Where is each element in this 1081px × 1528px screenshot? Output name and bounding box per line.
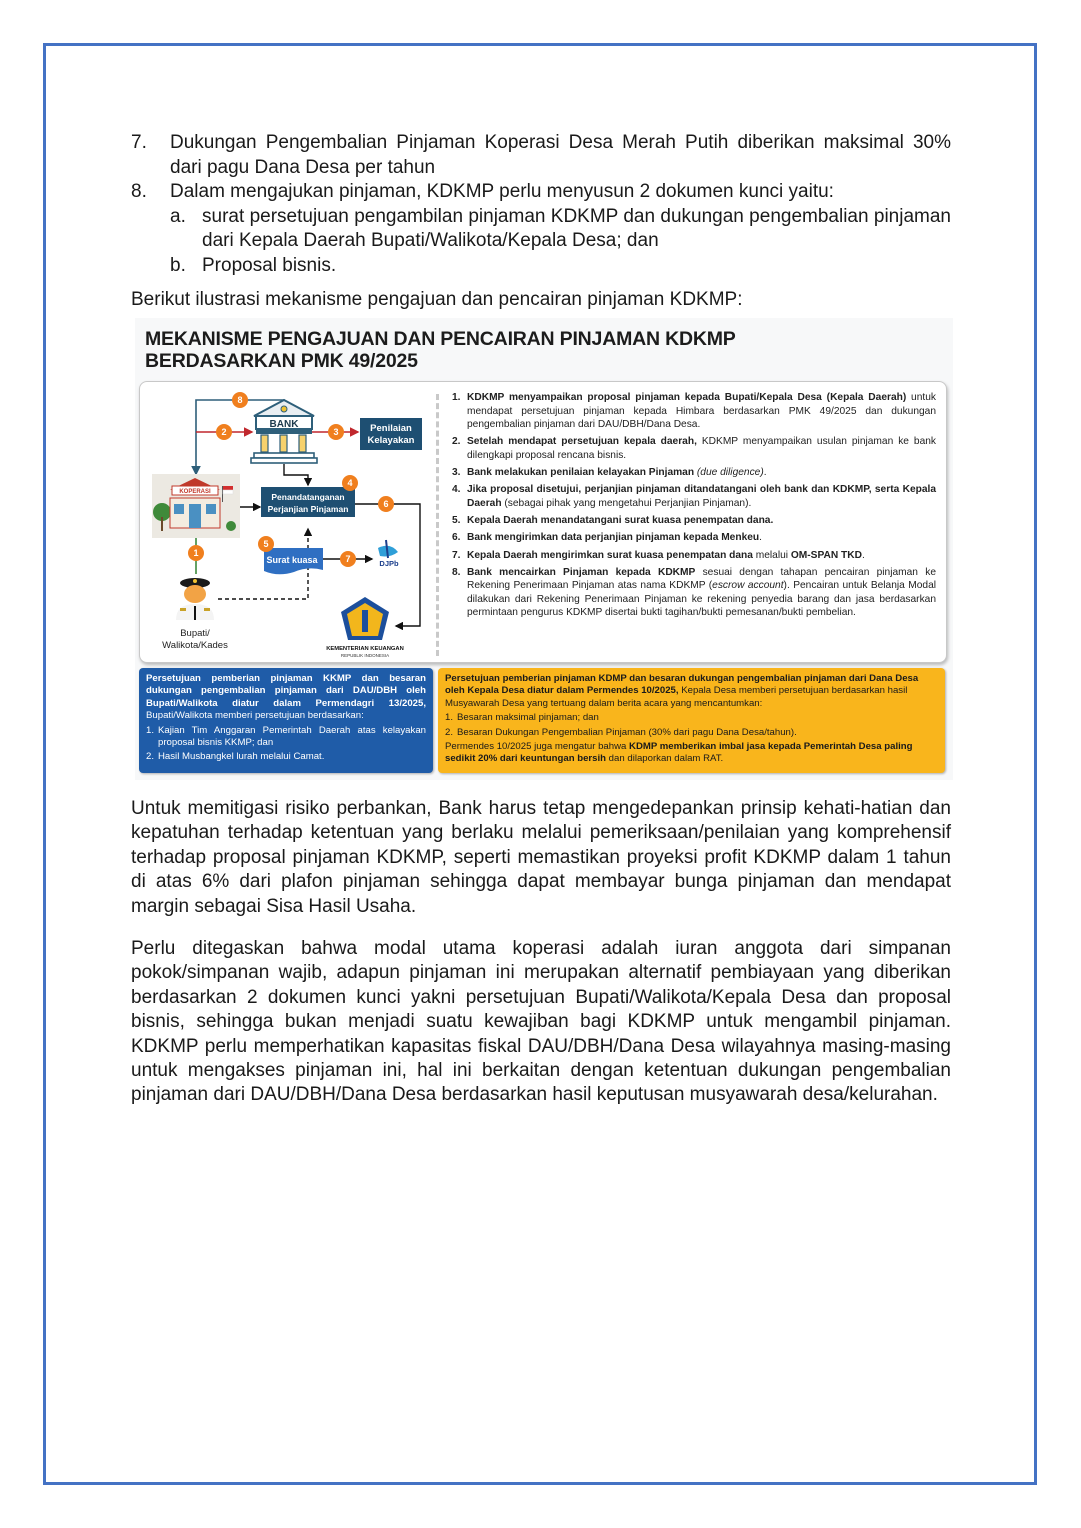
svg-text:8: 8 [237, 395, 243, 405]
yellow-box-heading: Persetujuan pemberian pinjaman KDMP dan besaran dukungan pengembalian pinjaman dari Dana Desa oleh Kepala Desa diatur dalam Permendes 10/2025, [445, 673, 919, 697]
list-number: 7. [131, 132, 147, 153]
infographic-title [145, 328, 736, 372]
svg-text:Penandatanganan: Penandatanganan [271, 492, 345, 502]
yellow-box-footer: Permendes 10/2025 juga mengatur bahwa KDMP memberikan imbal jasa kepada Pemerintah Desa paling sedikit 20% dari keuntungan bersih dan dilaporkan dalam RAT. [445, 741, 913, 765]
bupati-label-1: Bupati/ [180, 628, 210, 639]
svg-text:KOPERASI: KOPERASI [179, 489, 211, 495]
yellow-box-item: 1. Besaran maksimal pinjaman; dan [445, 712, 599, 724]
yellow-box-text: Kepala Desa memberi persetujuan berdasarkan hasil Musyawarah Desa yang tertuang dalam berita acara yang mencantumkan: [445, 685, 908, 709]
djpb-logo-icon [378, 540, 399, 568]
flow-diagram [140, 382, 440, 662]
sub-item-letter: b. [170, 254, 186, 276]
numbered-list [131, 131, 951, 278]
list-item-7 [131, 131, 951, 180]
sub-item-text: Proposal bisnis. [202, 254, 337, 276]
svg-text:1: 1 [193, 548, 199, 558]
svg-text:Penilaian: Penilaian [370, 423, 412, 434]
step-2: 2. Setelah mendapat persetujuan kepala daerah, KDKMP menyampaikan usulan pinjaman ke bank dilengkapi proposal rencana bisnis. [452, 436, 937, 461]
step-4: 4. Jika proposal disetujui, perjanjian pinjaman ditandatangani oleh bank dan KDKMP, serta Kepala Daerah (sebagai pihak yang mengetahui Perjanjian Pinjaman). [452, 484, 936, 509]
svg-text:5: 5 [263, 539, 269, 549]
step-3: 3. Bank melakukan penilaian kelayakan Pinjaman (due diligence). [452, 467, 767, 479]
svg-text:KEMENTERIAN KEUANGAN: KEMENTERIAN KEUANGAN [326, 646, 404, 652]
blue-box-text: Bupati/Walikota memberi persetujuan berdasarkan: [146, 710, 364, 722]
blue-box-item: 2. Hasil Musbangkel lurah melalui Camat. [146, 751, 325, 763]
flow-panel [139, 381, 947, 663]
title-line-2: BERDASARKAN PMK 49/2025 [145, 350, 418, 372]
step-5: 5. Kepala Daerah menandatangani surat kuasa penempatan dana. [452, 515, 774, 527]
svg-text:Perjanjian Pinjaman: Perjanjian Pinjaman [267, 504, 349, 514]
yellow-box-item: 2. Besaran Dukungan Pengembalian Pinjaman (30% dari pagu Dana Desa/tahun). [445, 726, 797, 738]
list-item-8 [131, 180, 951, 278]
svg-text:2: 2 [221, 427, 227, 437]
list-item-text: Dalam mengajukan pinjaman, KDKMP perlu menyusun 2 dokumen kunci yaitu: [170, 181, 834, 202]
document-content [131, 131, 951, 312]
mechanism-infographic [135, 318, 953, 780]
svg-text:DJPb: DJPb [379, 559, 399, 568]
bank-icon [251, 400, 317, 463]
paragraph-capital-note: Perlu ditegaskan bahwa modal utama koperasi adalah iuran anggota dari simpanan pokok/simpanan wajib, adapun pinjaman ini merupakan alternatif pembiayaan yang diberikan berdasarkan 2 dokumen kunci yakni persetujuan Bupati/Walikota/Kepala Desa dan proposal bisnis, sehingga bukan menjadi suatu kewajiban bagi KDKMP untuk mengambil pinjaman. KDKMP perlu memperhatikan kapasitas fiskal DAU/DBH/Dana Desa wilayahnya masing-masing untuk mengakses pinjaman ini, hal ini berkaitan dengan ketentuan dukungan pengembalian pinjaman dari DAU/DBH/Dana Desa berdasarkan hasil keputusan musyawarah desa/kelurahan. [131, 938, 951, 1106]
koperasi-building-icon [152, 474, 240, 538]
svg-text:Kelayakan: Kelayakan [367, 435, 415, 446]
svg-text:6: 6 [383, 499, 389, 509]
sub-list [170, 205, 951, 279]
blue-box-heading: Persetujuan pemberian pinjaman KKMP dan besaran dukungan pengembalian pinjaman dari DAU/DBH oleh Bupati/Walikota diatur dalam Permendagri 13/2025, [146, 673, 426, 709]
svg-text:3: 3 [333, 427, 339, 437]
paragraph-risk-mitigation: Untuk memitigasi risiko perbankan, Bank harus tetap mengedepankan prinsip kehati-hatian dan kepatuhan terhadap ketentuan yang berlaku melalui pemeriksaan/penilaian yang komprehensif terhadap proposal pinjaman KDKMP, seperti memastikan proyeksi profit KDKMP dalam 1 tahun di atas 6% dari plafon pinjaman sehingga dapat membayar bunga pinjaman dan mendapat margin sebagai Sisa Hasil Usaha. [131, 798, 951, 917]
figure-intro-text: Berikut ilustrasi mekanisme pengajuan dan pencairan pinjaman KDKMP: [131, 289, 743, 310]
svg-text:Surat kuasa: Surat kuasa [266, 555, 318, 565]
sub-item-text: surat persetujuan pengambilan pinjaman KDKMP dan dukungan pengembalian pinjaman dari Kepala Daerah Bupati/Walikota/Kepala Desa; dan [202, 205, 951, 251]
step-7: 7. Kepala Daerah mengirimkan surat kuasa penempatan dana melalui OM-SPAN TKD. [452, 549, 865, 561]
permendes-note-box [438, 668, 945, 773]
svg-text:4: 4 [347, 478, 353, 488]
step-1: 1. KDKMP menyampaikan proposal pinjaman kepada Bupati/Kepala Desa (Kepala Daerah) untuk mendapat persetujuan pinjaman kepada Himbara berdasarkan PMK 49/2025 dan dukungan pengembalian pinjaman dari DAU/DBH/Dana Desa. [452, 392, 936, 431]
title-line-1: MEKANISME PENGAJUAN DAN PENCAIRAN PINJAMAN KDKMP [145, 328, 736, 350]
bupati-official-icon [176, 578, 214, 620]
permendagri-note-box [139, 668, 433, 773]
blue-box-item: 1. Kajian Tim Anggaran Pemerintah Daerah atas kelayakan proposal bisnis KKMP; dan [146, 724, 426, 749]
kemenkeu-logo-icon [326, 597, 404, 658]
svg-text:REPUBLIK INDONESIA: REPUBLIK INDONESIA [340, 653, 390, 658]
panel-divider [436, 394, 439, 656]
list-item-text: Dukungan Pengembalian Pinjaman Koperasi Desa Merah Putih diberikan maksimal 30% dari pagu Dana Desa per tahun [170, 132, 951, 178]
sub-item-b [170, 254, 951, 279]
sub-item-letter: a. [170, 205, 186, 227]
svg-text:BANK: BANK [269, 419, 299, 430]
step-8: 8. Bank mencairkan Pinjaman kepada KDKMP sesuai dengan tahapan pencairan pinjaman ke Rekening Penerimaan Pinjaman atas nama KDKMP (escrow account). Pencairan untuk Belanja Modal dilakukan dari Rekening Penerimaan Pinjaman ke rekening penyedia barang dan jasa berdasarkan permintaan pengurus KDKMP disertai bukti tagihan/bukti pemesanan/bukti pembelian. [452, 566, 936, 619]
sub-item-a [170, 205, 951, 254]
bupati-label-2: Walikota/Kades [162, 640, 228, 651]
list-number: 8. [131, 181, 147, 202]
svg-text:7: 7 [345, 554, 351, 564]
step-6: 6. Bank mengirimkan data perjanjian pinjaman kepada Menkeu. [452, 532, 762, 544]
steps-list [452, 391, 936, 624]
